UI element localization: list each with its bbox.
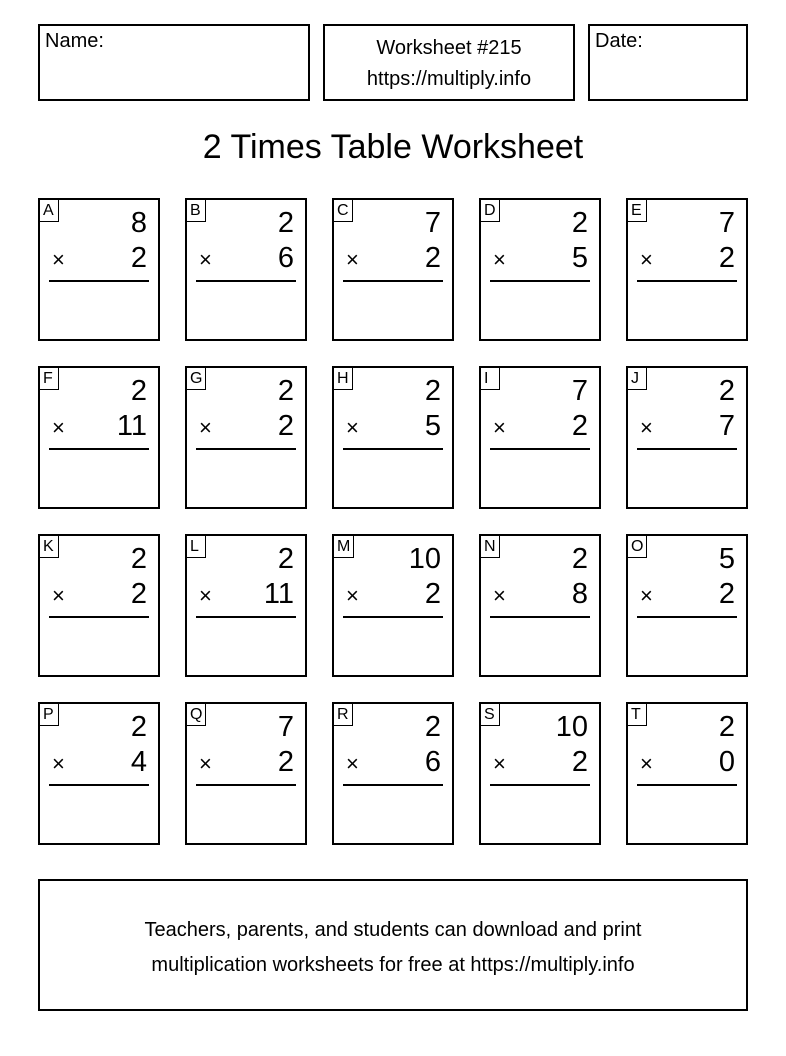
problem-cell	[626, 366, 748, 509]
multiplicand: 2	[718, 711, 735, 743]
problem-letter: G	[186, 367, 206, 390]
multiplicand: 2	[571, 207, 588, 239]
date-field-box[interactable]	[588, 24, 748, 101]
problem-cell	[479, 534, 601, 677]
times-icon: ×	[493, 583, 506, 608]
problem-letter: L	[186, 535, 206, 558]
answer-line	[637, 784, 737, 786]
problem-cell	[38, 198, 160, 341]
multiplicand: 2	[718, 375, 735, 407]
multiplicand: 2	[424, 375, 441, 407]
multiplicand: 2	[130, 711, 147, 743]
times-icon: ×	[52, 247, 65, 272]
problem-cell	[479, 366, 601, 509]
answer-line	[490, 784, 590, 786]
answer-line	[343, 784, 443, 786]
problem-cell	[185, 366, 307, 509]
multiplier: 7	[718, 410, 735, 442]
multiplicand: 8	[130, 207, 147, 239]
times-icon: ×	[346, 583, 359, 608]
problem-cell	[185, 534, 307, 677]
times-icon: ×	[493, 415, 506, 440]
answer-line	[637, 448, 737, 450]
footer-text	[40, 913, 746, 983]
problem-letter: P	[39, 703, 59, 726]
multiplicand: 2	[277, 375, 294, 407]
multiplicand: 2	[130, 375, 147, 407]
answer-line	[49, 280, 149, 282]
multiplicand: 2	[424, 711, 441, 743]
times-icon: ×	[346, 247, 359, 272]
multiplier: 8	[571, 578, 588, 610]
multiplier: 2	[571, 410, 588, 442]
multiplicand: 7	[718, 207, 735, 239]
problem-letter: T	[627, 703, 647, 726]
problem-cell	[626, 534, 748, 677]
problem-cell	[332, 366, 454, 509]
answer-line	[490, 448, 590, 450]
answer-line	[343, 616, 443, 618]
multiplicand: 7	[571, 375, 588, 407]
problem-cell	[479, 702, 601, 845]
multiplier: 11	[263, 578, 294, 610]
problem-letter: C	[333, 199, 353, 222]
multiplier: 11	[116, 410, 147, 442]
answer-line	[49, 448, 149, 450]
multiplicand: 10	[555, 711, 588, 743]
times-icon: ×	[640, 583, 653, 608]
answer-line	[196, 280, 296, 282]
problem-grid	[38, 198, 750, 845]
page-title: 2 Times Table Worksheet	[202, 128, 584, 166]
problem-letter: E	[627, 199, 647, 222]
times-icon: ×	[493, 247, 506, 272]
problem-letter: N	[480, 535, 500, 558]
multiplicand: 2	[277, 207, 294, 239]
problem-cell	[332, 198, 454, 341]
multiplicand: 7	[277, 711, 294, 743]
problem-letter: Q	[186, 703, 206, 726]
times-icon: ×	[52, 751, 65, 776]
times-icon: ×	[346, 751, 359, 776]
problem-cell	[479, 198, 601, 341]
times-icon: ×	[199, 751, 212, 776]
problem-letter: A	[39, 199, 59, 222]
problem-cell	[38, 534, 160, 677]
worksheet-info-box	[323, 24, 575, 101]
answer-line	[343, 448, 443, 450]
times-icon: ×	[346, 415, 359, 440]
date-label: Date:	[595, 30, 643, 52]
footer-line-1: Teachers, parents, and students can download and print	[144, 919, 642, 941]
times-icon: ×	[640, 751, 653, 776]
multiplicand: 2	[130, 543, 147, 575]
times-icon: ×	[640, 247, 653, 272]
answer-line	[343, 280, 443, 282]
times-icon: ×	[493, 751, 506, 776]
answer-line	[490, 616, 590, 618]
problem-cell	[185, 198, 307, 341]
problem-letter: I	[480, 367, 500, 390]
times-icon: ×	[199, 415, 212, 440]
multiplier: 5	[424, 410, 441, 442]
worksheet-number: Worksheet #215	[376, 37, 522, 59]
times-icon: ×	[199, 583, 212, 608]
multiplier: 5	[571, 242, 588, 274]
name-label: Name:	[45, 30, 104, 52]
problem-letter: J	[627, 367, 647, 390]
problem-letter: D	[480, 199, 500, 222]
multiplier: 2	[718, 578, 735, 610]
times-icon: ×	[52, 583, 65, 608]
multiplier: 2	[277, 746, 294, 778]
times-icon: ×	[640, 415, 653, 440]
multiplier: 2	[571, 746, 588, 778]
answer-line	[196, 448, 296, 450]
times-icon: ×	[199, 247, 212, 272]
problem-letter: F	[39, 367, 59, 390]
problem-cell	[332, 702, 454, 845]
answer-line	[196, 616, 296, 618]
name-field-box[interactable]	[38, 24, 310, 101]
multiplier: 0	[718, 746, 735, 778]
multiplicand: 5	[718, 543, 735, 575]
multiplicand: 2	[571, 543, 588, 575]
answer-line	[490, 280, 590, 282]
answer-line	[196, 784, 296, 786]
problem-letter: S	[480, 703, 500, 726]
multiplier: 6	[277, 242, 294, 274]
answer-line	[637, 616, 737, 618]
problem-letter: B	[186, 199, 206, 222]
multiplier: 2	[424, 578, 441, 610]
multiplicand: 7	[424, 207, 441, 239]
problem-cell	[332, 534, 454, 677]
problem-cell	[626, 198, 748, 341]
problem-letter: K	[39, 535, 59, 558]
multiplier: 2	[130, 242, 147, 274]
problem-letter: R	[333, 703, 353, 726]
problem-cell	[185, 702, 307, 845]
worksheet-url[interactable]: https://multiply.info	[366, 68, 532, 90]
problem-cell	[38, 366, 160, 509]
problem-letter: O	[627, 535, 647, 558]
problem-cell	[626, 702, 748, 845]
footer-line-2: multiplication worksheets for free at https://multiply.info	[151, 954, 635, 976]
multiplier: 2	[130, 578, 147, 610]
problem-letter: M	[333, 535, 354, 558]
multiplier: 6	[424, 746, 441, 778]
multiplier: 2	[424, 242, 441, 274]
multiplier: 2	[718, 242, 735, 274]
problem-letter: H	[333, 367, 353, 390]
multiplicand: 10	[408, 543, 441, 575]
footer-box	[38, 879, 748, 1011]
times-icon: ×	[52, 415, 65, 440]
multiplicand: 2	[277, 543, 294, 575]
answer-line	[637, 280, 737, 282]
multiplier: 4	[130, 746, 147, 778]
problem-cell	[38, 702, 160, 845]
answer-line	[49, 616, 149, 618]
answer-line	[49, 784, 149, 786]
multiplier: 2	[277, 410, 294, 442]
